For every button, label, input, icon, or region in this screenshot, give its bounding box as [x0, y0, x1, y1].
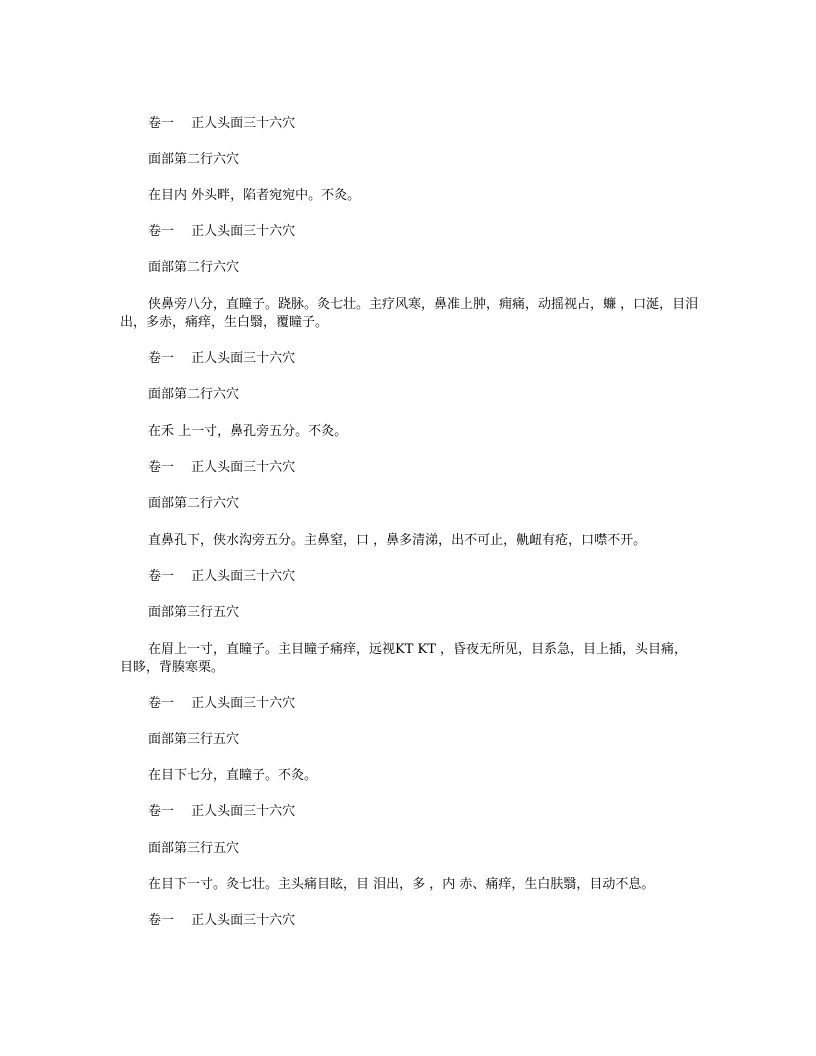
- body-paragraph: 在目下七分，直瞳子。不灸。: [148, 768, 318, 783]
- body-paragraph: 在目下一寸。灸七壮。主头痛目眩，目 泪出，多 ，内 赤、痛痒，生白肤翳，目动不息。: [148, 877, 655, 892]
- body-paragraph: 在禾 上一寸，鼻孔旁五分。不灸。: [148, 424, 348, 439]
- section-heading: 卷一 正人头面三十六穴: [148, 696, 296, 711]
- section-heading: 卷一 正人头面三十六穴: [148, 569, 296, 584]
- body-paragraph: 在眉上一寸，直瞳子。主目瞳子痛痒，远视KT KT ，昏夜无所见，目系急，目上插，头目痛，目眵，背腠寒栗。: [120, 642, 688, 675]
- section-heading: 卷一 正人头面三十六穴: [148, 224, 296, 239]
- subsection-heading: 面部第三行五穴: [148, 605, 240, 620]
- section-heading: 卷一 正人头面三十六穴: [148, 460, 296, 475]
- subsection-heading: 面部第二行六穴: [148, 387, 240, 402]
- subsection-heading: 面部第二行六穴: [148, 496, 240, 511]
- body-paragraph: 侠鼻旁八分，直瞳子。跷脉。灸七壮。主疗风寒，鼻准上肿，痈痛，动摇视占，蠊 ，口涎，目泪出，多赤，痛痒，生白翳，覆瞳子。: [120, 297, 699, 330]
- section-heading: 卷一 正人头面三十六穴: [148, 804, 296, 819]
- section-heading: 卷一 正人头面三十六穴: [148, 116, 296, 131]
- subsection-heading: 面部第三行五穴: [148, 732, 240, 747]
- subsection-heading: 面部第二行六穴: [148, 260, 240, 275]
- body-paragraph: 直鼻孔下，侠水沟旁五分。主鼻窒，口 ，鼻多清涕，出不可止，鼽衄有疮，口噤不开。: [148, 533, 647, 548]
- section-heading: 卷一 正人头面三十六穴: [148, 913, 296, 928]
- subsection-heading: 面部第二行六穴: [148, 152, 240, 167]
- body-paragraph: 在目内 外头畔，陷者宛宛中。不灸。: [148, 188, 361, 203]
- subsection-heading: 面部第三行五穴: [148, 841, 240, 856]
- section-heading: 卷一 正人头面三十六穴: [148, 351, 296, 366]
